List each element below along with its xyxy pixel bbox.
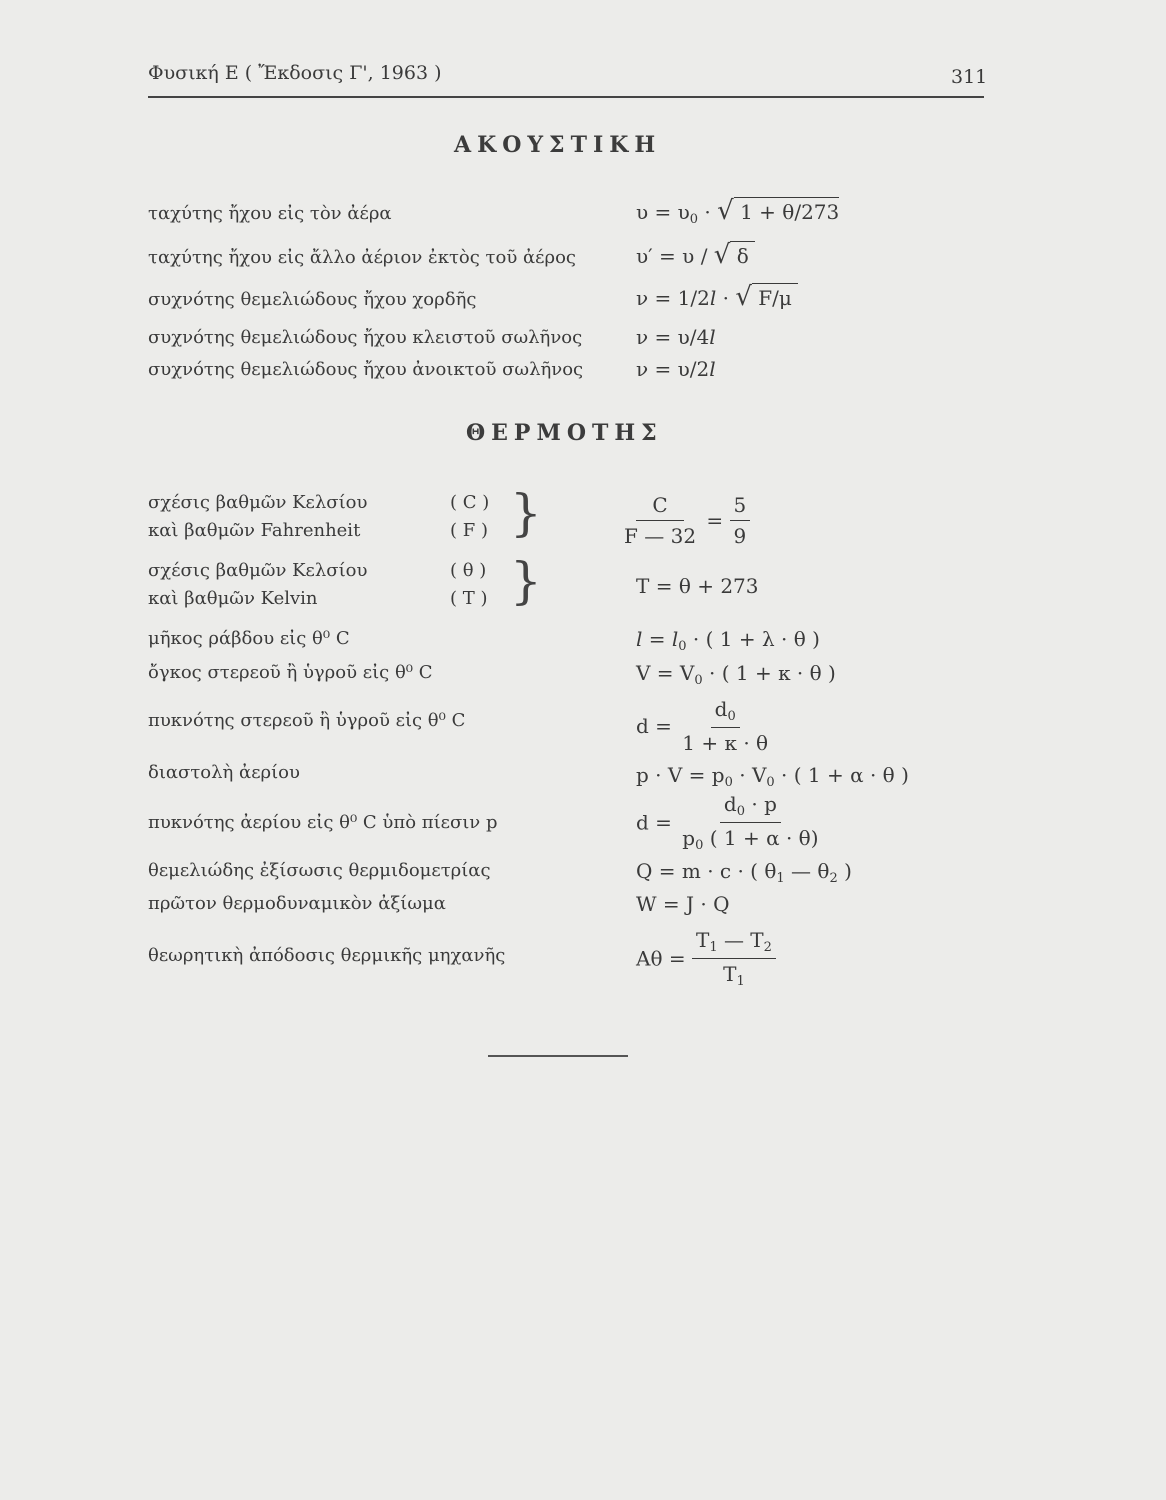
heat-label-gas-density: πυκνότης ἀερίου εἰς θ⁰ C ὑπὸ πίεσιν p (148, 812, 498, 833)
heat-label-rod-length: μῆκος ράβδου εἰς θ⁰ C (148, 628, 350, 649)
brace-kelvin: } (510, 552, 542, 610)
acoustics-formula-1: $\upsilon = \upsilon_0$ · √ 1 + θ/273 (636, 196, 840, 227)
formula-calorimetry: Q = m · c · ( $\theta_1$ — $\theta_2$ ) (636, 859, 852, 886)
brace-fahrenheit: } (510, 484, 542, 542)
heat-label-efficiency: θεωρητικὴ ἀπόδοσις θερμικῆς μηχανῆς (148, 945, 506, 966)
formula-gas-density: d = $\frac{d_0 \cdot p}{p_0 ( 1 + \alpha \cdot \theta)}$ (636, 792, 819, 853)
heat-label-kelvin: καὶ βαθμῶν Kelvin (148, 588, 318, 609)
formula-celsius-fahrenheit: $\frac{C}{F — 32}$ = $\frac{5}{9}$ (620, 493, 750, 548)
formula-rod-length: $l = l_0$ · ( 1 + λ · θ ) (636, 627, 820, 654)
heat-label-volume: ὄγκος στερεοῦ ἢ ὑγροῦ εἰς θ⁰ C (148, 662, 433, 683)
heat-label-fahrenheit: καὶ βαθμῶν Fahrenheit (148, 520, 361, 541)
heat-symbol-f: ( F ) (450, 520, 488, 541)
section-title-acoustics: ΑΚΟΥΣΤΙΚΗ (454, 132, 662, 158)
heat-label-gas-expansion: διαστολὴ ἀερίου (148, 762, 300, 783)
formula-first-law: W = J · Q (636, 892, 730, 916)
acoustics-label-3: συχνότης θεμελιώδους ἤχου χορδῆς (148, 289, 477, 310)
page-number: 311 (951, 66, 988, 88)
formula-volume: $V = V_0$ · ( 1 + κ · θ ) (636, 661, 836, 688)
heat-label-celsius-2: σχέσις βαθμῶν Κελσίου (148, 560, 368, 581)
heat-label-celsius-1: σχέσις βαθμῶν Κελσίου (148, 492, 368, 513)
formula-kelvin: T = θ + 273 (636, 574, 759, 598)
running-title: Φυσική Ε ( Ἔκδοσις Γ', 1963 ) (148, 62, 442, 84)
acoustics-formula-3: ν = 1/2l · √ F/μ (636, 282, 799, 312)
header-rule (148, 96, 984, 98)
acoustics-formula-5: ν = υ/2l (636, 357, 716, 381)
acoustics-label-4: συχνότης θεμελιώδους ἤχου κλειστοῦ σωλῆνος (148, 327, 583, 348)
acoustics-label-1: ταχύτης ἤχου εἰς τὸν ἀέρα (148, 203, 392, 224)
heat-label-first-law: πρῶτον θερμοδυναμικὸν ἀξίωμα (148, 893, 446, 914)
section-title-heat: ΘΕΡΜΟΤΗΣ (466, 420, 663, 446)
end-rule (488, 1055, 628, 1057)
acoustics-formula-2: υ′ = υ / √ δ (636, 240, 756, 270)
formula-density-solid: d = $\frac{d_0}{1 + \kappa \cdot \theta}$ (636, 697, 769, 755)
acoustics-label-5: συχνότης θεμελιώδους ἤχου ἀνοικτοῦ σωλῆνος (148, 359, 584, 380)
acoustics-label-2: ταχύτης ἤχου εἰς ἄλλο ἀέριον ἐκτὸς τοῦ ἀέρος (148, 247, 576, 268)
acoustics-formula-4: ν = υ/4l (636, 325, 716, 349)
heat-symbol-t: ( T ) (450, 588, 488, 609)
heat-label-calorimetry: θεμελιώδης ἐξίσωσις θερμιδομετρίας (148, 860, 491, 881)
heat-symbol-c: ( C ) (450, 492, 490, 513)
formula-efficiency: Aθ = $\frac{T_1 — T_2}{T_1}$ (636, 928, 776, 989)
formula-gas-expansion: $p \cdot V = p_0 \cdot V_0$ · ( 1 + α · θ ) (636, 763, 909, 790)
heat-symbol-theta: ( θ ) (450, 560, 487, 581)
heat-label-density-solid: πυκνότης στερεοῦ ἢ ὑγροῦ εἰς θ⁰ C (148, 710, 466, 731)
